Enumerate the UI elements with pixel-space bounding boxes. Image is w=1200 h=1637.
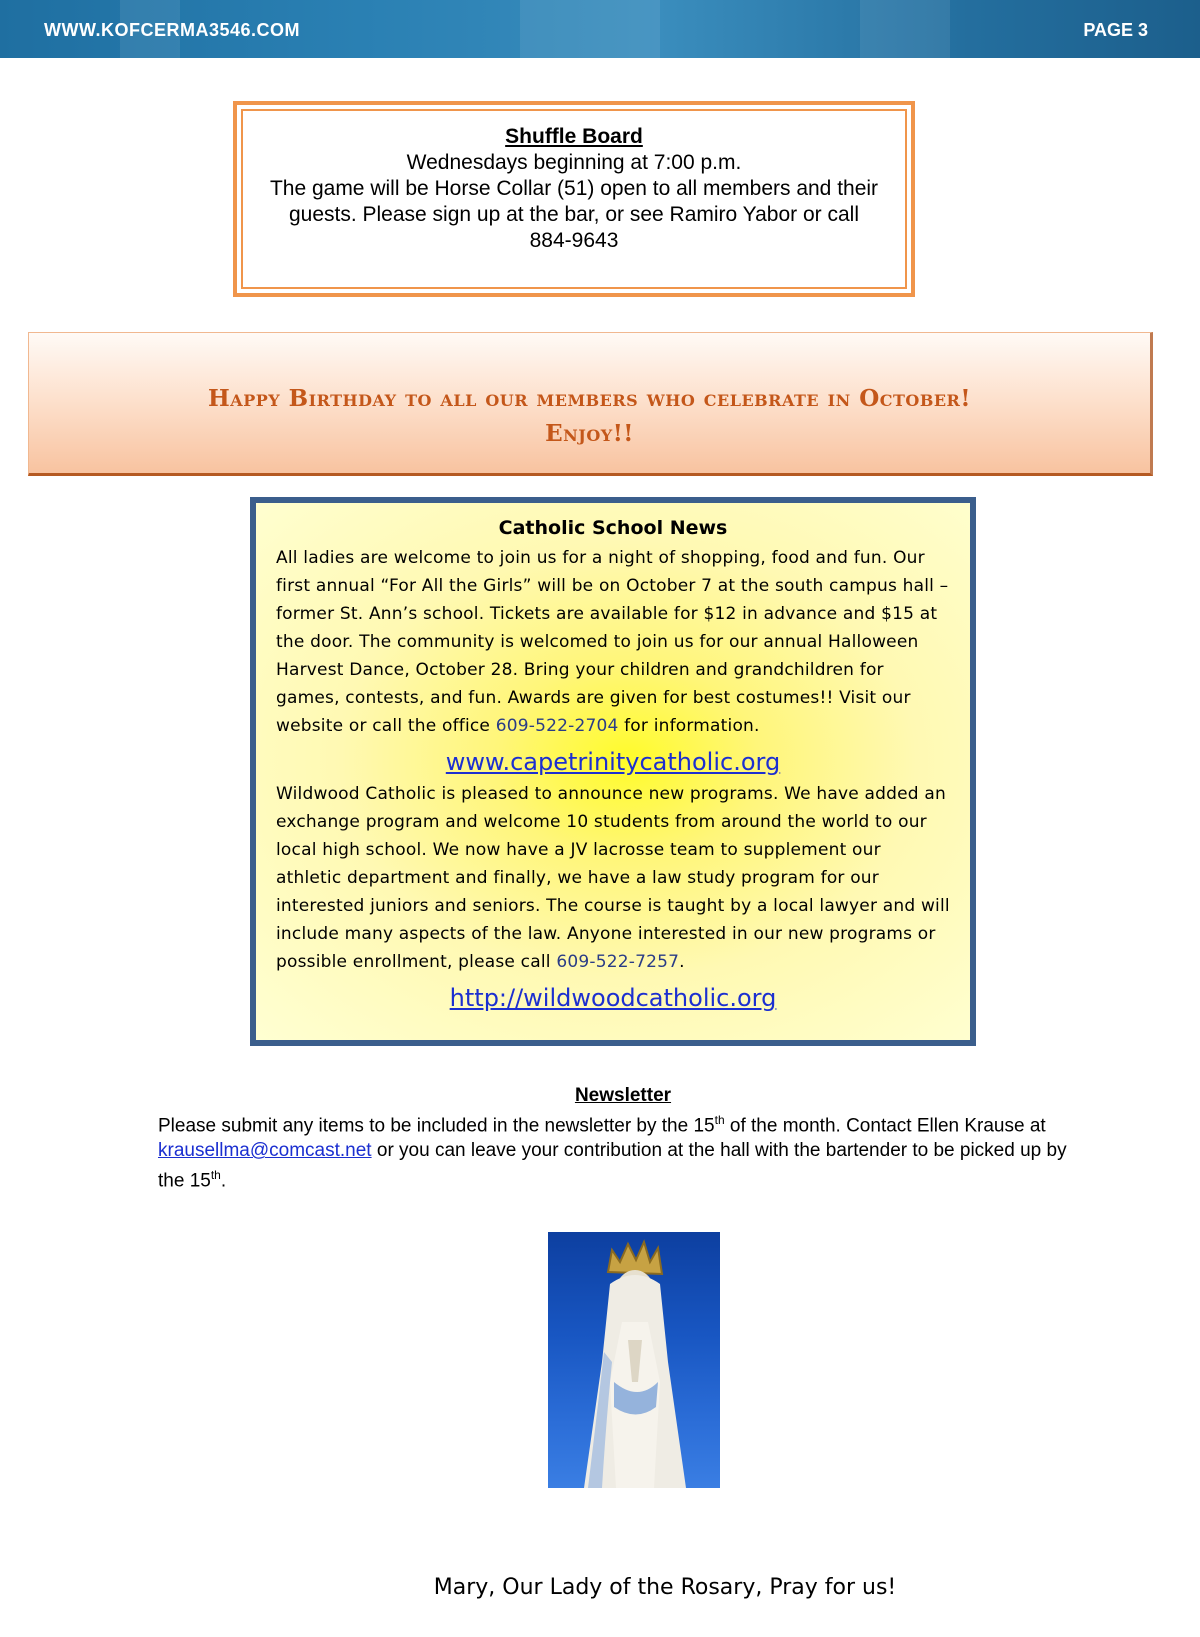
newsletter-body <box>158 1108 1088 1194</box>
shuffle-board-phone: 884-9643 <box>529 229 619 252</box>
page-number: PAGE 3 <box>1083 20 1148 40</box>
wildwoodcatholic-link[interactable]: http://wildwoodcatholic.org <box>449 984 777 1012</box>
ordinal-suffix: th <box>210 1168 221 1183</box>
birthday-message: Happy Birthday to all our members who celebrate in October! <box>208 385 971 412</box>
shuffle-board-details: The game will be Horse Collar (51) open to all members and their guests. Please sign up at the bar, or see Ramiro Yabor or call <box>269 177 879 226</box>
capetrinity-link[interactable]: www.capetrinitycatholic.org <box>445 748 781 776</box>
school-news-heading: Catholic School News <box>498 517 728 539</box>
newsletter-text: . <box>220 1170 227 1192</box>
shuffle-board-title: Shuffle Board <box>505 125 643 148</box>
shuffle-board-box <box>233 101 915 297</box>
newsletter-title: Newsletter <box>574 1085 672 1106</box>
ordinal-suffix: th <box>714 1113 725 1127</box>
newsletter-text: or you can leave your contribution at the hall with the bartender to be picked up by the 15 <box>158 1140 1067 1192</box>
paragraph-text: All ladies are welcome to join us for a night of shopping, food and fun. Our first annual “For All the Girls” will be on October 7 at the south campus hall – former St. Ann’s school. Tickets are available for $12 in advance and $15 at the door. The community is welcomed to join us for our annual Halloween Harvest Dance, October 28. Bring your children and grandchildren for games, contests, and fun. Awards are given for best costumes!! Visit our website or call the office <box>276 548 949 736</box>
paragraph-end: for information. <box>624 716 760 736</box>
school-news-paragraph-1 <box>276 544 950 740</box>
mary-statue-image <box>548 1232 720 1488</box>
birthday-enjoy: Enjoy!! <box>545 420 634 447</box>
header-decor <box>520 0 660 58</box>
newsletter-section <box>158 1083 1088 1194</box>
statue-illustration <box>548 1232 720 1488</box>
header-decor <box>860 0 950 58</box>
birthday-banner <box>28 332 1153 476</box>
school-news-paragraph-2 <box>276 780 950 976</box>
newsletter-text: of the month. Contact Ellen Krause at <box>724 1115 1046 1137</box>
site-url[interactable]: WWW.KOFCERMA3546.COM <box>44 20 301 40</box>
catholic-school-news-box <box>250 497 976 1046</box>
paragraph-text: Wildwood Catholic is pleased to announce new programs. We have added an exchange program and welcome 10 students from around the world to our local high school. We now have a JV lacrosse team to supplement our athletic department and finally, we have a law study program for our interested juniors and seniors. The course is taught by a local lawyer and will include many aspects of the law. Anyone interested in our new programs or possible enrollment, please call <box>276 784 950 972</box>
email-link[interactable]: krausellma@comcast.net <box>158 1140 372 1162</box>
shuffle-board-schedule: Wednesdays beginning at 7:00 p.m. <box>406 151 742 174</box>
enrollment-phone: 609-522-7257 <box>556 952 680 972</box>
paragraph-end: . <box>679 952 685 972</box>
prayer-caption: Mary, Our Lady of the Rosary, Pray for us! <box>433 1575 897 1600</box>
office-phone: 609-522-2704 <box>495 716 619 736</box>
newsletter-text: Please submit any items to be included in the newsletter by the 15 <box>158 1115 715 1137</box>
page-header <box>0 0 1200 58</box>
